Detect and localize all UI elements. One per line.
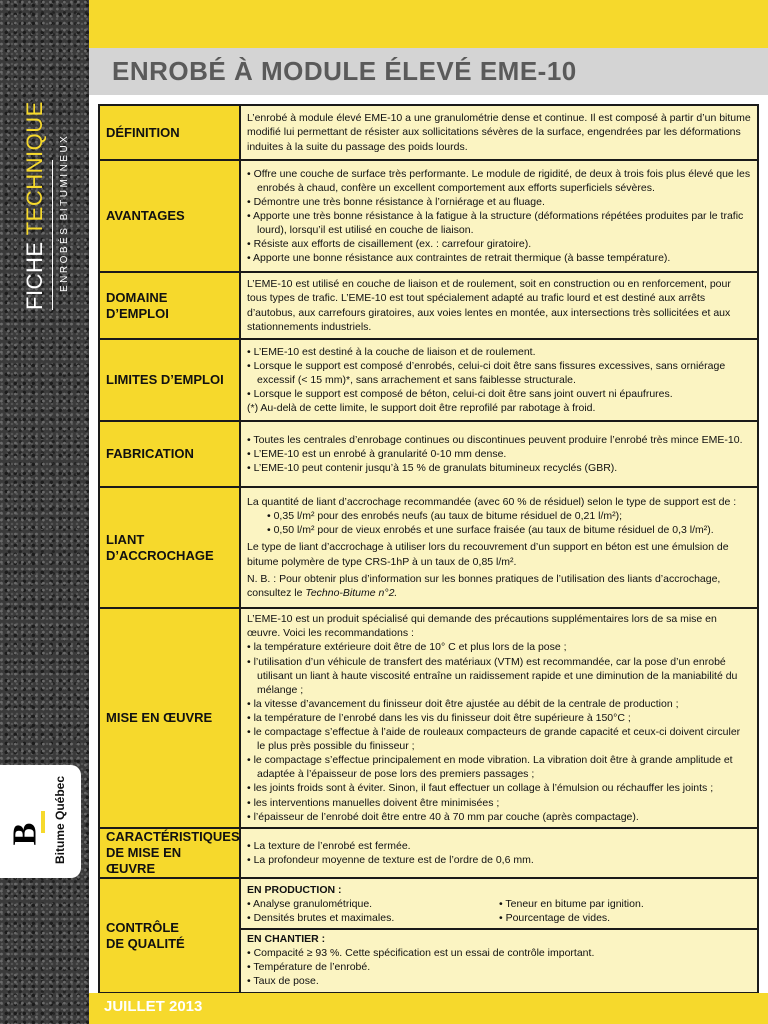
row-label-limites: LIMITES D’EMPLOI [99,339,240,421]
row-label-caract [99,828,240,878]
list-item: • Résiste aux efforts de cisaillement (ex. : carrefour giratoire). [247,238,532,251]
top-accent-bar [89,0,768,48]
divider [241,928,757,930]
paragraph: L’EME-10 est un produit spécialisé qui demande des précautions supplémentaires lors de sa mise en œuvre. Voici les recommandations : [247,613,717,640]
list-item: • Analyse granulométrique. [247,897,373,910]
list-item: • L’EME-10 peut contenir jusqu’à 15 % de granulats bitumineux recyclés (GBR). [247,462,618,475]
row-label-liant [99,487,240,608]
section-heading: EN CHANTIER : [247,932,326,945]
footnote: (*) Au-delà de cette limite, le support doit être reprofilé par rabotage à froid. [247,402,596,415]
spec-table [98,104,759,994]
sidebar-subtitle: ENROBÉS BITUMINEUX [59,133,70,292]
page-title: ENROBÉ À MODULE ÉLEVÉ EME-10 [112,56,577,86]
row-content-domaine: L’EME-10 est utilisé en couche de liaison et de roulement, soit en construction ou en renforcement, pour tous types de trafic. L’EME-10 est tout spécialement adapté au trafic lourd et est destiné aux arrêts d’autobus, aux carrefours giratoires, aux voies lentes en montée, aux intersections très sollicitées et aux stationnements industriels. [240,272,758,339]
list-item: • L’EME-10 est un enrobé à granularité 0-10 mm dense. [247,447,507,460]
row-content-definition: L’enrobé à module élevé EME-10 a une granulométrie dense et continue. Il est composé à partir d’un bitume modifié lui permettant de résister aux sollicitations sévères de la surface, engendrées par les déformations induites à la suite du passage des poids lourds. [240,105,758,160]
list-item: • Offre une couche de surface très performante. Le module de rigidité, de deux à trois fois plus élevé que les enrobés à chaud, confère un excellent comportement aux efforts superficiels sévères. [247,167,751,194]
list-item: • la température extérieure doit être de 10° C et plus lors de la pose ; [247,641,567,654]
list-item: • 0,50 l/m² pour de vieux enrobés et une surface fraisée (au taux de bitume résiduel de 0,3 l/m²). [267,524,714,537]
note: N. B. : Pour obtenir plus d’information sur les bonnes pratiques de l’utilisation des liants d’accrochage, consultez le Techno-Bitume n°2. [247,572,721,599]
row-label-line: D’ACCROCHAGE [106,547,214,563]
footer-date: JUILLET 2013 [104,998,203,1015]
list-item: • la température de l’enrobé dans les vis du finisseur doit être supérieure à 150°C ; [247,711,631,724]
row-content-mise [240,608,758,828]
list-item: • les joints froids sont à éviter. Sinon, il faut effectuer un collage à l’émulsion ou réchauffer les joints ; [247,782,714,795]
list-item: • La texture de l’enrobé est fermée. [247,839,411,852]
list-item: • Lorsque le support est composé d’enrobés, celui-ci doit être sans fissures excessives, sans orniérage excessif (< 15 mm)*, sans arrachement et sans faiblesse structurale. [247,359,726,386]
list-item: • les interventions manuelles doivent être minimisées ; [247,796,500,809]
row-label-line: CARACTÉRISTIQUES [106,829,240,844]
list-item: • Pourcentage de vides. [499,911,611,924]
section-heading: EN PRODUCTION : [247,883,342,896]
list-item: • le compactage s’effectue principalement en mode vibration. La vibration doit être à grande amplitude et adaptée à l’épaisseur de pose lors des premiers passages ; [247,754,733,781]
list-item: • Apporte une très bonne résistance à la fatigue à la structure (déformations répétées produites par le trafic lourd), lorsqu’il est utilisé en couche de liaison. [247,209,744,237]
row-content-caract [240,828,758,878]
row-content-controle [240,878,758,993]
paragraph: La quantité de liant d’accrochage recommandée (avec 60 % de résiduel) selon le type de support est de : [247,496,737,509]
row-label-line: LIANT [106,531,145,547]
row-label-domaine [99,272,240,339]
sidebar-heading: FICHE TECHNIQUE [22,101,47,310]
row-content-fabrication [240,421,758,487]
reference-text: Techno-Bitume n°2. [305,586,398,599]
list-item: • 0,35 l/m² pour des enrobés neufs (au taux de bitume résiduel de 0,21 l/m²); [267,510,623,523]
list-item: • l’épaisseur de l’enrobé doit être entre 40 à 70 mm par couche (après compactage). [247,810,639,823]
list-item: • Lorsque le support est composé de béton, celui-ci doit être sans joint ouvert ni épaufrures. [247,388,673,401]
logo-letter: B [6,822,44,846]
list-item: • Teneur en bitume par ignition. [499,897,644,910]
list-item: • Densités brutes et maximales. [247,911,395,924]
row-label-line: DE QUALITÉ [106,935,185,951]
row-label-controle [99,878,240,993]
row-label-line: DOMAINE [106,289,168,305]
sidebar-divider [52,160,53,310]
list-item: • Compacité ≥ 93 %. Cette spécification est un essai de contrôle important. [247,947,595,960]
list-item: • Démontre une très bonne résistance à l’orniérage et au fluage. [247,195,545,208]
row-label-definition: DÉFINITION [99,105,240,160]
row-label-line: DE MISE EN ŒUVRE [106,845,182,876]
list-item: • Température de l’enrobé. [247,961,371,974]
logo-text: Bitume Québec [53,775,67,864]
row-content-limites [240,339,758,421]
list-item: • La profondeur moyenne de texture est de l’ordre de 0,6 mm. [247,854,534,866]
row-label-line: CONTRÔLE [106,919,179,935]
row-label-avantages: AVANTAGES [99,160,240,272]
list-item: • la vitesse d’avancement du finisseur doit être ajustée au débit de la centrale de production ; [247,697,679,710]
list-item: • Toutes les centrales d’enrobage continues ou discontinues peuvent produire l’enrobé très mince EME-10. [247,433,743,446]
list-item: • le compactage s’effectue à l’aide de rouleaux compacteurs de grande capacité et ceux-ci doivent circuler le plus près possible du finisseur ; [247,726,741,753]
list-item: • l’utilisation d’un véhicule de transfert des matériaux (VTM) est recommandée, car la pose d’un enrobé utilisant un liant à haute viscosité entraîne un raidissement rapide et une diminution de la maniabilité du mélange ; [247,655,738,696]
row-label-fabrication: FABRICATION [99,421,240,487]
row-label-mise: MISE EN ŒUVRE [99,608,240,828]
row-content-liant [240,487,758,608]
paragraph: Le type de liant d’accrochage à utiliser lors du recouvrement d’un support en béton est une émulsion de bitume polymère de type CRS-1hP à un taux de 0,85 l/m². [247,541,729,568]
production-list [247,897,751,925]
list-item: • Apporte une bonne résistance aux contraintes de retrait thermique (à basse température). [247,252,671,265]
row-label-line: D’EMPLOI [106,305,169,321]
list-item: • Taux de pose. [247,975,319,988]
row-content-avantages [240,160,758,272]
list-item: • L’EME-10 est destiné à la couche de liaison et de roulement. [247,345,536,358]
